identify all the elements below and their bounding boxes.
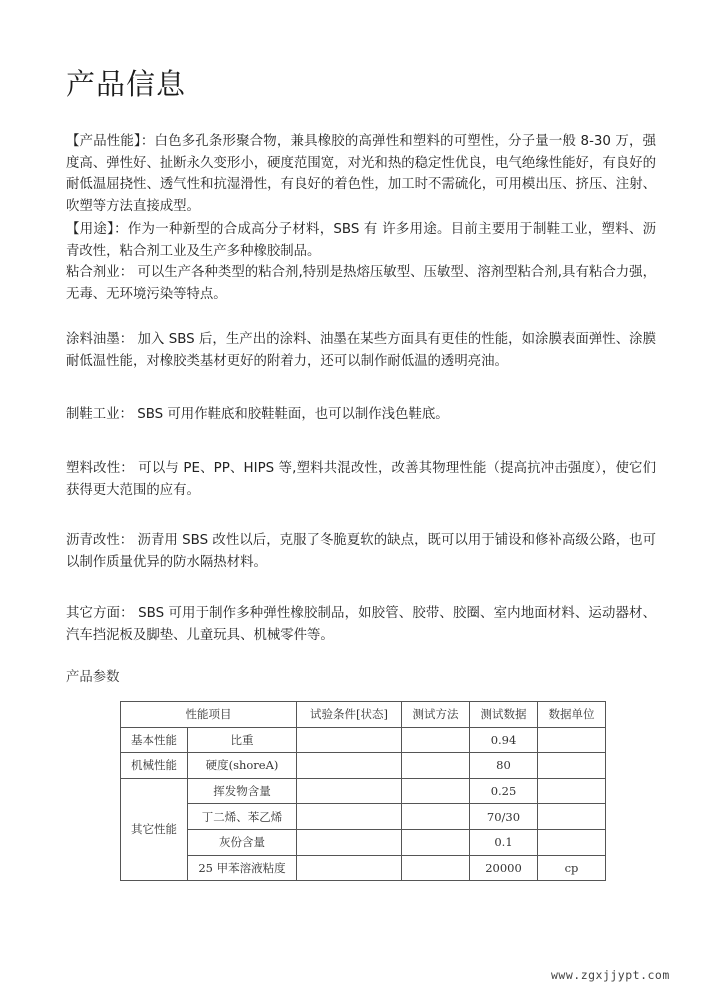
cell-value: 0.1 <box>470 829 538 855</box>
cell-value: 0.25 <box>470 778 538 804</box>
cell-condition <box>297 753 402 779</box>
paragraph-performance: 【产品性能】：白色多孔条形聚合物，兼具橡胶的高弹性和塑料的可塑性，分子量一般 8-30 万，强度高、弹性好、扯断永久变形小，硬度范围宽，对光和热的稳定性优良，电气绝缘性能好，有良好的耐低温屈挠性、透气性和抗湿滑性，有良好的着色性，加工时不需硫化，可用模出压、挤压、注射、吹塑等方法直接成型。 <box>66 134 656 214</box>
cell-method <box>402 855 470 881</box>
cell-unit: cp <box>538 855 606 881</box>
cell-item: 灰份含量 <box>188 829 297 855</box>
cell-unit <box>538 727 606 753</box>
paragraph-asphalt: 沥青改性： 沥青用 SBS 改性以后，克服了冬脆夏软的缺点，既可以用于铺设和修补高级公路，也可以制作质量优异的防水隔热材料。 <box>66 533 656 570</box>
cell-condition <box>297 855 402 881</box>
cell-category: 机械性能 <box>121 753 188 779</box>
table-row <box>121 829 606 855</box>
table-row <box>121 855 606 881</box>
cell-condition <box>297 829 402 855</box>
cell-unit <box>538 804 606 830</box>
paragraph-plastic: 塑料改性： 可以与 PE、PP、HIPS 等,塑料共混改性，改善其物理性能（提高抗冲击强度），使它们获得更大范围的应有。 <box>66 461 656 498</box>
cell-category: 其它性能 <box>121 778 188 880</box>
table-row <box>121 753 606 779</box>
paragraph-coating: 涂料油墨： 加入 SBS 后，生产出的涂料、油墨在某些方面具有更佳的性能，如涂膜表面弹性、涂膜耐低温性能，对橡胶类基材更好的附着力，还可以制作耐低温的透明亮油。 <box>66 332 656 369</box>
table-row <box>121 804 606 830</box>
cell-method <box>402 727 470 753</box>
cell-condition <box>297 727 402 753</box>
cell-method <box>402 804 470 830</box>
paragraph-shoe: 制鞋工业： SBS 可用作鞋底和胶鞋鞋面，也可以制作浅色鞋底。 <box>66 407 449 422</box>
cell-category: 基本性能 <box>121 727 188 753</box>
cell-unit <box>538 753 606 779</box>
cell-unit <box>538 829 606 855</box>
table-row <box>121 778 606 804</box>
cell-item: 硬度(shoreA) <box>188 753 297 779</box>
cell-item: 丁二烯、苯乙烯 <box>188 804 297 830</box>
cell-item: 比重 <box>188 727 297 753</box>
cell-condition <box>297 778 402 804</box>
footer-url: www.zgxjjypt.com <box>551 968 670 982</box>
params-table <box>120 701 606 881</box>
cell-value: 70/30 <box>470 804 538 830</box>
header-unit: 数据单位 <box>538 702 606 728</box>
header-condition: 试验条件[状态] <box>297 702 402 728</box>
paragraph-other: 其它方面： SBS 可用于制作多种弹性橡胶制品，如胶管、胶带、胶圈、室内地面材料、运动器材、汽车挡泥板及脚垫、儿童玩具、机械零件等。 <box>66 606 656 643</box>
cell-value: 20000 <box>470 855 538 881</box>
header-method: 测试方法 <box>402 702 470 728</box>
cell-unit <box>538 778 606 804</box>
params-heading: 产品参数 <box>66 670 120 685</box>
table-row <box>121 727 606 753</box>
header-value: 测试数据 <box>470 702 538 728</box>
paragraph-usage: 【用途】：作为一种新型的合成高分子材料，SBS 有 许多用途。目前主要用于制鞋工业，塑料、沥青改性，粘合剂工业及生产多种橡胶制品。 <box>66 222 656 259</box>
cell-method <box>402 753 470 779</box>
cell-item: 25 甲苯溶液粘度 <box>188 855 297 881</box>
cell-item: 挥发物含量 <box>188 778 297 804</box>
paragraph-adhesive: 粘合剂业： 可以生产各种类型的粘合剂,特别是热熔压敏型、压敏型、溶剂型粘合剂,具有粘合力强，无毒、无环境污染等特点。 <box>66 265 656 302</box>
cell-value: 80 <box>470 753 538 779</box>
table-header-row <box>121 702 606 728</box>
cell-method <box>402 829 470 855</box>
cell-condition <box>297 804 402 830</box>
header-item: 性能项目 <box>121 702 297 728</box>
page-title: 产品信息 <box>66 67 187 101</box>
cell-value: 0.94 <box>470 727 538 753</box>
cell-method <box>402 778 470 804</box>
